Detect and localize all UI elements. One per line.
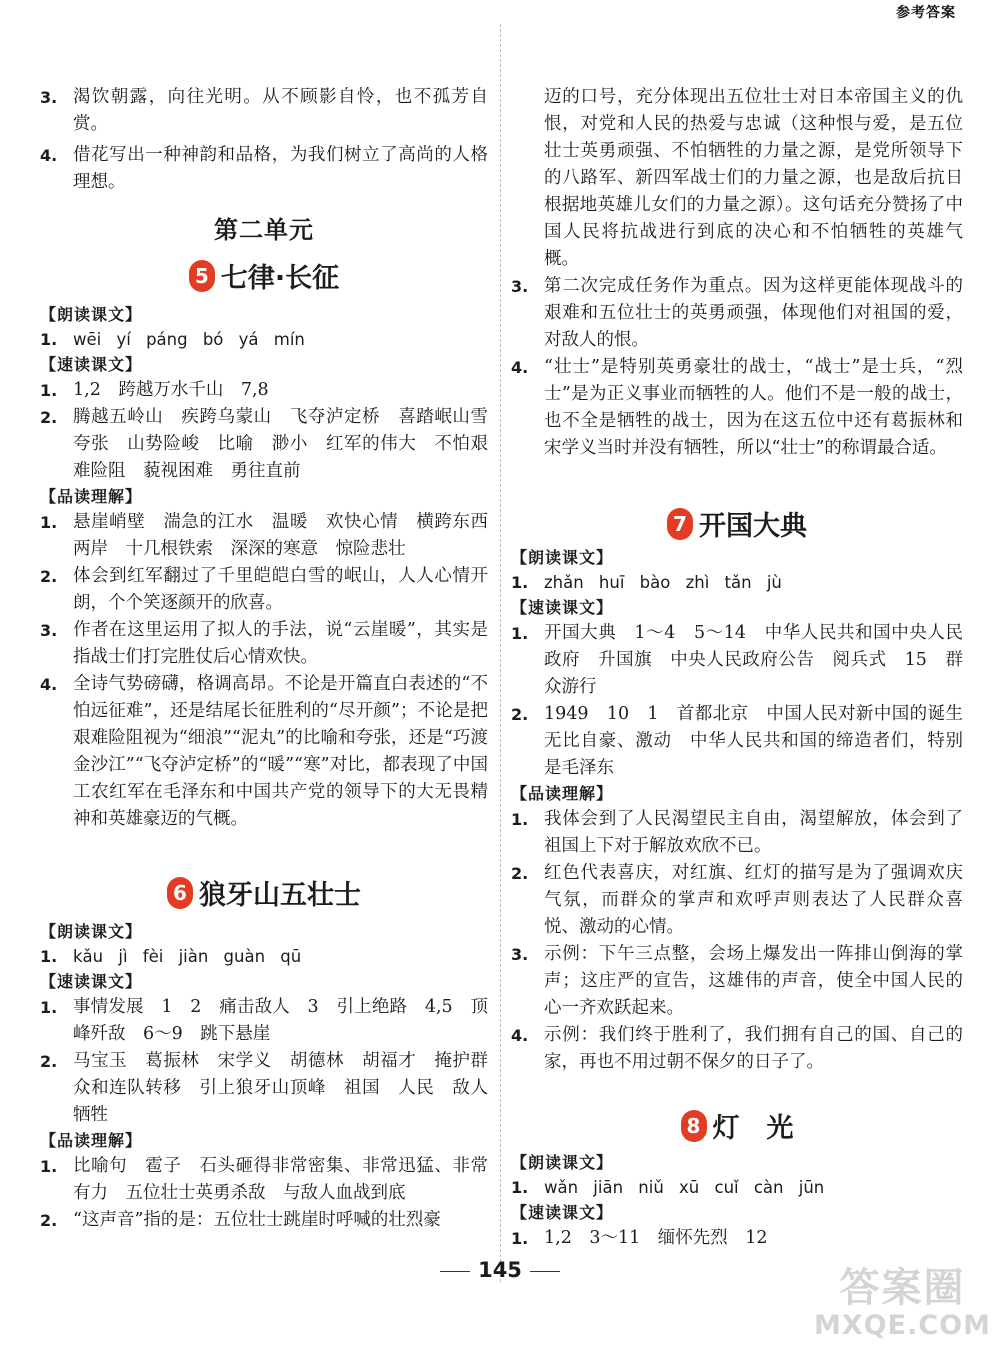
answer-item bbox=[40, 1153, 488, 1207]
item-number: 1. bbox=[40, 1157, 58, 1176]
answer-item bbox=[40, 671, 488, 833]
item-number: 4. bbox=[511, 358, 529, 377]
prev-answers bbox=[40, 84, 488, 196]
item-text: 第二次完成任务作为重点。因为这样更能体现战斗的艰难和五位壮士的英勇顽强，体现他们对祖国的爱，对敌人的恨。 bbox=[544, 276, 963, 350]
answer-item bbox=[511, 806, 963, 860]
item-number: 1. bbox=[511, 1229, 529, 1248]
item-number: 1. bbox=[511, 1178, 529, 1197]
page-number-text: 145 bbox=[478, 1258, 522, 1282]
section-heading: 【速读课文】 bbox=[40, 972, 143, 991]
answer-item bbox=[40, 994, 488, 1048]
lesson-title: 灯 光 bbox=[712, 1113, 794, 1144]
item-number: 1. bbox=[40, 381, 58, 400]
answer-item bbox=[511, 941, 963, 1022]
lesson-title: 狼牙山五壮士 bbox=[199, 880, 361, 911]
answer-item bbox=[511, 1225, 963, 1252]
section-heading: 【品读理解】 bbox=[511, 784, 614, 803]
item-text: 腾越五岭山 疾跨乌蒙山 飞夺泸定桥 喜踏岷山雪 夸张 山势险峻 比喻 渺小 红军的伟大 不怕艰难险阻 藐视困难 勇往直前 bbox=[73, 407, 506, 481]
section-heading: 【朗读课文】 bbox=[40, 305, 143, 324]
item-text: 1949 10 1 首都北京 中国人民对新中国的诞生无比自豪、激动 中华人民共和国的缔造者们，特别是毛泽东 bbox=[544, 704, 963, 778]
lesson-number-badge: 5 bbox=[189, 260, 215, 292]
item-number: 1. bbox=[40, 998, 58, 1017]
watermark-logo bbox=[814, 1265, 991, 1341]
item-text: 作者在这里运用了拟人的手法，说“云崖暖”，其实是指战士们打完胜仗后心情欢快。 bbox=[73, 620, 488, 667]
item-text: zhǎn huī bào zhì tǎn jù bbox=[544, 573, 782, 592]
answer-item bbox=[40, 1048, 506, 1129]
item-number: 2. bbox=[40, 1052, 58, 1071]
lesson8-body bbox=[511, 1151, 963, 1252]
item-text: “这声音”指的是：五位壮士跳崖时呼喊的壮烈豪 bbox=[73, 1210, 441, 1230]
lesson7-body bbox=[511, 546, 963, 1076]
section-heading: 【品读理解】 bbox=[40, 487, 143, 506]
answer-item bbox=[40, 617, 488, 671]
item-number: 2. bbox=[40, 1211, 58, 1230]
watermark-line2: MXQE.COM bbox=[814, 1310, 991, 1341]
item-number: 2. bbox=[40, 567, 58, 586]
continued-text: 迈的口号，充分体现出五位壮士对日本帝国主义的仇恨，对党和人民的热爱与忠诚（这种恨与爱，是五位壮士英勇顽强、不怕牺牲的力量之源，是党所领导下的八路军、新四军战士们的力量之源，也是敌后抗日根据地英雄儿女们的力量之源）。这句话充分赞扬了中国人民将抗战进行到底的决心和不怕牺牲的英雄气概。 bbox=[544, 87, 963, 269]
section-heading: 【朗读课文】 bbox=[40, 922, 143, 941]
item-number: 1. bbox=[40, 330, 58, 349]
answer-item bbox=[40, 1207, 488, 1234]
lesson-title-8 bbox=[511, 1106, 963, 1145]
item-number: 4. bbox=[40, 146, 58, 165]
item-number: 1. bbox=[511, 624, 529, 643]
answer-item bbox=[511, 273, 963, 354]
item-text: 1,2 跨越万水千山 7,8 bbox=[73, 380, 269, 400]
answer-item bbox=[40, 509, 488, 563]
lesson-number-badge: 6 bbox=[167, 877, 193, 909]
lesson-title-7 bbox=[511, 504, 963, 543]
item-text: kǎu jì fèi jiàn guàn qū bbox=[73, 947, 302, 966]
answer-item bbox=[511, 860, 963, 941]
item-number: 1. bbox=[40, 513, 58, 532]
answer-item bbox=[40, 377, 488, 404]
item-number: 1. bbox=[511, 810, 529, 829]
header-title: 参考答案 bbox=[896, 5, 956, 21]
item-text: “壮士”是特别英勇豪壮的战士，“战士”是士兵，“烈士”是为正义事业而牺牲的人。他们不是一般的战士，也不全是牺牲的战士，因为在这五位中还有葛振林和宋学义当时并没有牺牲，所以“壮士”的称谓最合适。 bbox=[544, 357, 963, 458]
item-text: 事情发展 1 2 痛击敌人 3 引上绝路 4,5 顶峰歼敌 6～9 跳下悬崖 bbox=[73, 997, 488, 1044]
lesson6-body bbox=[40, 920, 506, 1234]
item-number: 3. bbox=[511, 945, 529, 964]
lesson-number-badge: 8 bbox=[681, 1110, 707, 1142]
item-text: 马宝玉 葛振林 宋学义 胡德林 胡福才 掩护群众和连队转移 引上狼牙山顶峰 祖国 人民 敌人 牺牲 bbox=[73, 1051, 506, 1125]
lesson-title-6 bbox=[40, 873, 488, 912]
item-number: 3. bbox=[40, 88, 58, 107]
section-heading: 【速读课文】 bbox=[40, 355, 143, 374]
pinyin-answer bbox=[511, 570, 963, 596]
item-number: 2. bbox=[511, 705, 529, 724]
pinyin-answer bbox=[40, 327, 488, 353]
item-text: 比喻句 雹子 石头砸得非常密集、非常迅猛、非常有力 五位壮士英勇杀敌 与敌人血战到底 bbox=[73, 1156, 488, 1203]
answer-item bbox=[511, 1022, 963, 1076]
item-text: 红色代表喜庆，对红旗、红灯的描写是为了强调欢庆气氛，而群众的掌声和欢呼声则表达了人民群众喜悦、激动的心情。 bbox=[544, 863, 963, 937]
lesson-title: 七律·长征 bbox=[220, 263, 340, 294]
answer-item bbox=[511, 354, 963, 462]
unit-title: 第二单元 bbox=[214, 216, 314, 244]
item-number: 4. bbox=[40, 675, 58, 694]
lesson-title-5 bbox=[40, 256, 488, 295]
answer-item bbox=[40, 84, 488, 138]
item-number: 2. bbox=[40, 408, 58, 427]
answer-item bbox=[40, 142, 488, 196]
watermark-line1: 答案圈 bbox=[839, 1265, 966, 1311]
footer-dash-left bbox=[440, 1271, 470, 1272]
item-number: 3. bbox=[511, 277, 529, 296]
item-text: 全诗气势磅礴，格调高昂。不论是开篇直白表述的“不怕远征难”，还是结尾长征胜利的“尽开颜”；不论是把艰难险阻视为“细浪”“泥丸”的比喻和夸张，还是“巧渡金沙江”“飞夺泸定桥”的“暖”“寒”对比，都表现了中国工农红军在毛泽东和中国共产党的领导下的大无畏精神和英雄豪迈的气概。 bbox=[73, 674, 488, 829]
section-heading: 【朗读课文】 bbox=[511, 1153, 614, 1172]
item-number: 4. bbox=[511, 1026, 529, 1045]
item-text: 示例：下午三点整，会场上爆发出一阵排山倒海的掌声；这庄严的宣告，这雄伟的声音，使全中国人民的心一齐欢跃起来。 bbox=[544, 944, 963, 1018]
lesson-title: 开国大典 bbox=[699, 511, 807, 542]
pinyin-answer bbox=[40, 944, 488, 970]
pinyin-answer bbox=[511, 1175, 963, 1201]
item-text: 悬崖峭壁 湍急的江水 温暖 欢快心情 横跨东西两岸 十几根铁索 深深的寒意 惊险悲壮 bbox=[73, 512, 488, 559]
lesson-number-badge: 7 bbox=[667, 508, 693, 540]
item-text: 示例：我们终于胜利了，我们拥有自己的国、自己的家，再也不用过朝不保夕的日子了。 bbox=[544, 1025, 963, 1072]
answer-item bbox=[40, 404, 506, 485]
item-number: 1. bbox=[511, 573, 529, 592]
item-number: 1. bbox=[40, 947, 58, 966]
item-text: 开国大典 1～4 5～14 中华人民共和国中央人民政府 升国旗 中央人民政府公告 阅兵式 15 群众游行 bbox=[544, 623, 963, 697]
item-text: 渴饮朝露，向往光明。从不顾影自怜，也不孤芳自赏。 bbox=[73, 87, 488, 134]
item-text: 体会到红军翻过了千里皑皑白雪的岷山，人人心情开朗，个个笑逐颜开的欣喜。 bbox=[73, 566, 488, 613]
lesson5-body bbox=[40, 303, 506, 833]
item-text: 我体会到了人民渴望民主自由，渴望解放，体会到了祖国上下对于解放欢欣不已。 bbox=[544, 809, 963, 856]
section-heading: 【品读理解】 bbox=[40, 1131, 143, 1150]
answer-item bbox=[40, 563, 488, 617]
answer-item bbox=[511, 620, 963, 701]
answer-item bbox=[511, 701, 963, 782]
section-heading: 【朗读课文】 bbox=[511, 548, 614, 567]
item-number: 2. bbox=[511, 864, 529, 883]
item-number: 3. bbox=[40, 621, 58, 640]
footer-dash-right bbox=[530, 1271, 560, 1272]
section-heading: 【速读课文】 bbox=[511, 1203, 614, 1222]
section-heading: 【速读课文】 bbox=[511, 598, 614, 617]
item-text: 1,2 3～11 缅怀先烈 12 bbox=[544, 1228, 768, 1248]
item-text: 借花写出一种神韵和品格，为我们树立了高尚的人格理想。 bbox=[73, 145, 488, 192]
item-text: wǎn jiān niǔ xū cuǐ càn jūn bbox=[544, 1178, 825, 1197]
item-text: wēi yí páng bó yá mín bbox=[73, 330, 305, 349]
lesson6-continued bbox=[511, 84, 963, 462]
